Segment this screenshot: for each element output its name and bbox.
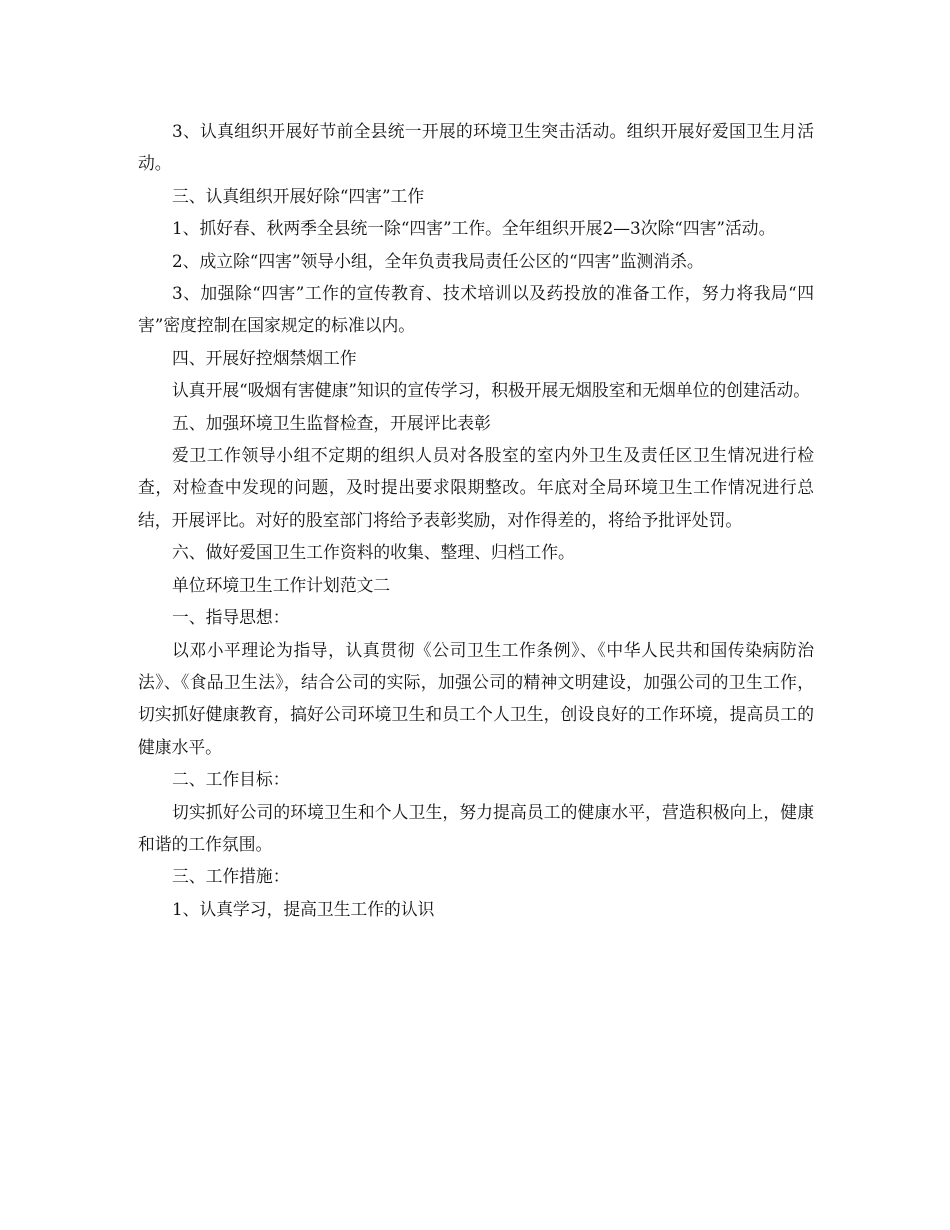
section-heading-inspection: 五、加强环境卫生监督检查，开展评比表彰 bbox=[172, 412, 491, 433]
paragraph-inspection: 爱卫工作领导小组不定期的组织人员对各股室的室内外卫生及责任区卫生情况进行检查，对检查中发现的问题，及时提出要求限期整改。年底对全局环境卫生工作情况进行总结，开展评比。对好的股室部门将给予表彰奖励，对作得差的，将给予批评处罚。 bbox=[138, 445, 814, 530]
paragraph-goals: 切实抓好公司的环境卫生和个人卫生，努力提高员工的健康水平，营造积极向上，健康和谐的工作氛围。 bbox=[138, 801, 814, 854]
section-heading-measures: 三、工作措施： bbox=[172, 866, 290, 887]
section-heading-pests: 三、认真组织开展好除“四害”工作 bbox=[172, 185, 425, 206]
paragraph-pest-item-3: 3、加强除“四害”工作的宣传教育、技术培训以及药投放的准备工作，努力将我局“四害”密度控制在国家规定的标准以内。 bbox=[138, 283, 814, 336]
section-heading-guiding: 一、指导思想： bbox=[172, 607, 290, 628]
paragraph-pest-item-2: 2、成立除“四害”领导小组，全年负责我局责任公区的“四害”监测消杀。 bbox=[172, 250, 704, 271]
section-heading-goals: 二、工作目标： bbox=[172, 769, 290, 790]
paragraph-item-3-campaign: 3、认真组织开展好节前全县统一开展的环境卫生突击活动。组织开展好爱国卫生月活动。 bbox=[138, 121, 814, 174]
section-heading-smoking: 四、开展好控烟禁烟工作 bbox=[172, 347, 357, 368]
paragraph-measures-item-1: 1、认真学习，提高卫生工作的认识 bbox=[172, 898, 435, 919]
document-subtitle: 单位环境卫生工作计划范文二 bbox=[172, 574, 391, 595]
paragraph-pest-item-1: 1、抓好春、秋两季全县统一除“四害”工作。全年组织开展2—3次除“四害”活动。 bbox=[172, 218, 776, 239]
paragraph-smoking: 认真开展“吸烟有害健康”知识的宣传学习，积极开展无烟股室和无烟单位的创建活动。 bbox=[172, 380, 811, 401]
section-heading-archiving: 六、做好爱国卫生工作资料的收集、整理、归档工作。 bbox=[172, 542, 575, 563]
document-body bbox=[138, 115, 814, 925]
paragraph-guiding: 以邓小平理论为指导，认真贯彻《公司卫生工作条例》、《中华人民共和国传染病防治法》、《食品卫生法》，结合公司的实际，加强公司的精神文明建设，加强公司的卫生工作，切实抓好健康教育，搞好公司环境卫生和员工个人卫生，创设良好的工作环境，提高员工的健康水平。 bbox=[138, 639, 814, 757]
